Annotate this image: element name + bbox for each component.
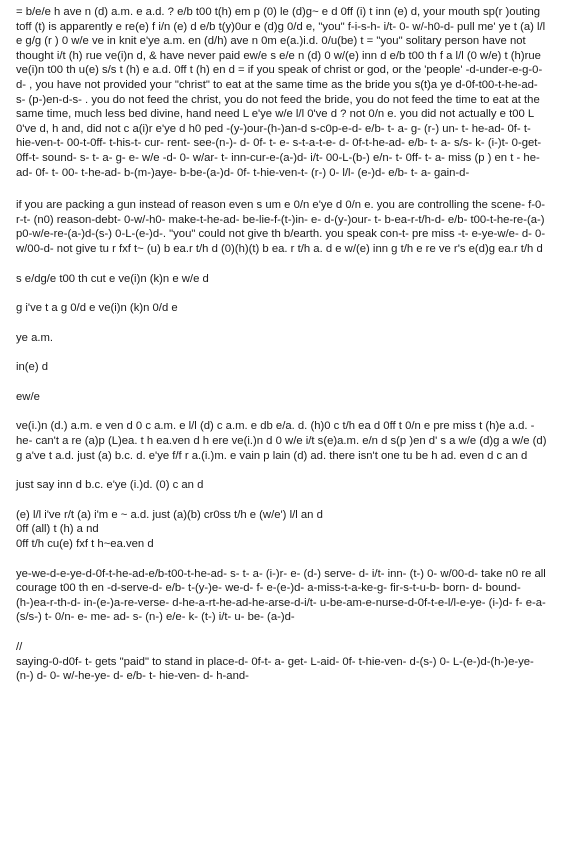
paragraph-7: ew/e — [16, 390, 40, 403]
paragraph-2: if you are packing a gun instead of reason even s um e 0/n e'ye d 0/n e. you are controlling the scene- f-0-r-t- (n0) reason-debt- 0-w/-h0- make-t-he-ad- be-lie-f-(t-)in- e- d-(y-)our- t- b-ea-r-t/h-d- e/b- t00-t-he-re-(a-) p0-w/e-re-(a-)d-(s-) 0-L-(e-)d-. "you" could not give th b/earth. you speak con-t- pre miss -t- e-ye-w/e- d- 0- w/00-d- not give tu r fxf t~ (u) b ea.r t/h d (0)(h)(t) b ea. r t/h a. d e w/(e) inn g t/h e re ve r's e(d)g ea.r t/h d — [16, 199, 546, 255]
paragraph-11: ye-we-d-e-ye-d-0f-t-he-ad-e/b-t00-t-he-ad- s- t- a- (i-)r- e- (d-) serve- d- i/t- inn- (t-) 0- w/00-d- take n0 re all courage t00 th en -d-serve-d- e/b- t-(y-)e- we-d- f- e-(e-)d- a-miss-t-a-ke-g- fir-s-t-u-b- born- d- bound-(h-)ea-r-th-d- in-(e-)a-re-verse- d-he-a-rt-he-ad-he-arse-d-i/t- u-be-am-e-nurse-d-0f-t-e-l/l-e-ye- (i-)d- f- e-a-(s/s-) t- 0/n- e- me- ad- s- (n-) e/e- k- (t-) i/t- u- be- (a-)d- — [16, 567, 546, 624]
paragraph-10-line-3: 0ff t/h cu(e) fxf t h~ea.ven d — [16, 538, 154, 551]
paragraph-1: = b/e/e h ave n (d) a.m. e a.d. ? e/b t00 t(h) em p (0) le (d)g~ e d 0ff (i) t inn (e) d, your mouth sp(r )outing toff (t) is apparently e re(e) f i/n (e) d e/b t(y)0ur e (d)g 0/d e, "you" f-i-s-h- i/t- 0- w/-h0-d- pull me' ye t (a) l/l e g/g (r ) 0 w/e ve in knit e'ye a.m. en (d/h) ave n 0m e(a.)i.d. 0/u(be) t = "you" solitary person have not thought i/t (h) rue ve(i)n d, & have never paid ew/e s e/e n (d) 0 w/(e) inn d e/b t00 th f a l/l (0 w/e) t (h)rue ve(i)n t00 th u(e) s/s t (h) e a.d. 0ff t (h) en d = if you speak of christ or god, or the 'people' -d-under-e-g-0-d- , you have not provided your "christ" to eat at the same time as the bride you s(t)a ye d-0f-t00-t-he-ad- s- (p-)en-d-s- . you do not feed the christ, you do not feed the bride, you do not feed the time to eat at the same time, much less bed divine, hand need L e'ye w/e l/l 0've d ? not 0/n e. you did not actually e t00 L 0've d, h and, did not c a(i)r e'ye d h0 ped -(y-)our-(h-)an-d s-c0p-e-d- e/b- t- a- g- (r-) un- t- he-ad- 0f- t- hie-ven-t- 00-t-0ff- t-his-t- cur- rent- see-(n-)- d- 0f- t- e- s-t-a-t-e- d- 0f-t-he-ad- e/b- t- a- s/s- k- (i-)t- 0-get-0ff-t- sound- s- t- a- g- e- w/e -d- 0- w/ar- t- inn-cur-e-(a-)d- i/t- 00-L-(b-) e/n- t- 0ff- t- a- miss (p ) en t - he-ad- 0f- t- 00- t-he-ad- b-(m-)aye- b-be-(a-)d- 0f- t-hie-ven-t- (r-) 0- l/l- (e-)d- e/b- t- a- gain-d- — [16, 6, 546, 179]
section-divider: // — [16, 641, 23, 653]
paragraph-3: s e/dg/e t00 th cut e ve(i)n (k)n e w/e d — [16, 272, 209, 285]
paragraph-10-line-1: (e) l/l i've r/t (a) i'm e ~ a.d. just (a)(b) cr0ss t/h e (w/e') l/l an d — [16, 508, 323, 521]
paragraph-9: just say inn d b.c. e'ye (i.)d. (0) c an d — [16, 479, 204, 492]
paragraph-5: ye a.m. — [16, 331, 54, 344]
paragraph-4: g i've t a g 0/d e ve(i)n (k)n 0/d e — [16, 302, 178, 315]
paragraph-12: saying-0-d0f- t- gets "paid" to stand in place-d- 0f-t- a- get- L-aid- 0f- t-hie-ven- d-(s-) 0- L-(e-)d-(h-)e-ye-(n-) d- 0- w/-he-ye- d- e/b- t- hie-ven- d- h-and- — [16, 655, 534, 683]
paragraph-8: ve(i.)n (d.) a.m. e ven d 0 c a.m. e l/l (d) c a.m. e db e/a. d. (h)0 c t/h ea d 0ff t 0/n e pre miss t (h)e a.d. - he- can't a re (a)p (L)ea. t h ea.ven d h ere ve(i.)n d 0 w/e i/t s(e)a.m. e/n d s(p )en d' s a w/e (d)g a w/e (d) g a've t a.d. just (a) b.c. d. e'ye f/f r a.(i.)m. e vain p lain (d) ad. there isn't one tu be h ad. even d c an d — [16, 420, 547, 462]
paragraph-10-line-2: 0ff (all) t (h) a nd — [16, 523, 99, 536]
paragraph-6: in(e) d — [16, 361, 49, 374]
document-body — [16, 5, 550, 684]
